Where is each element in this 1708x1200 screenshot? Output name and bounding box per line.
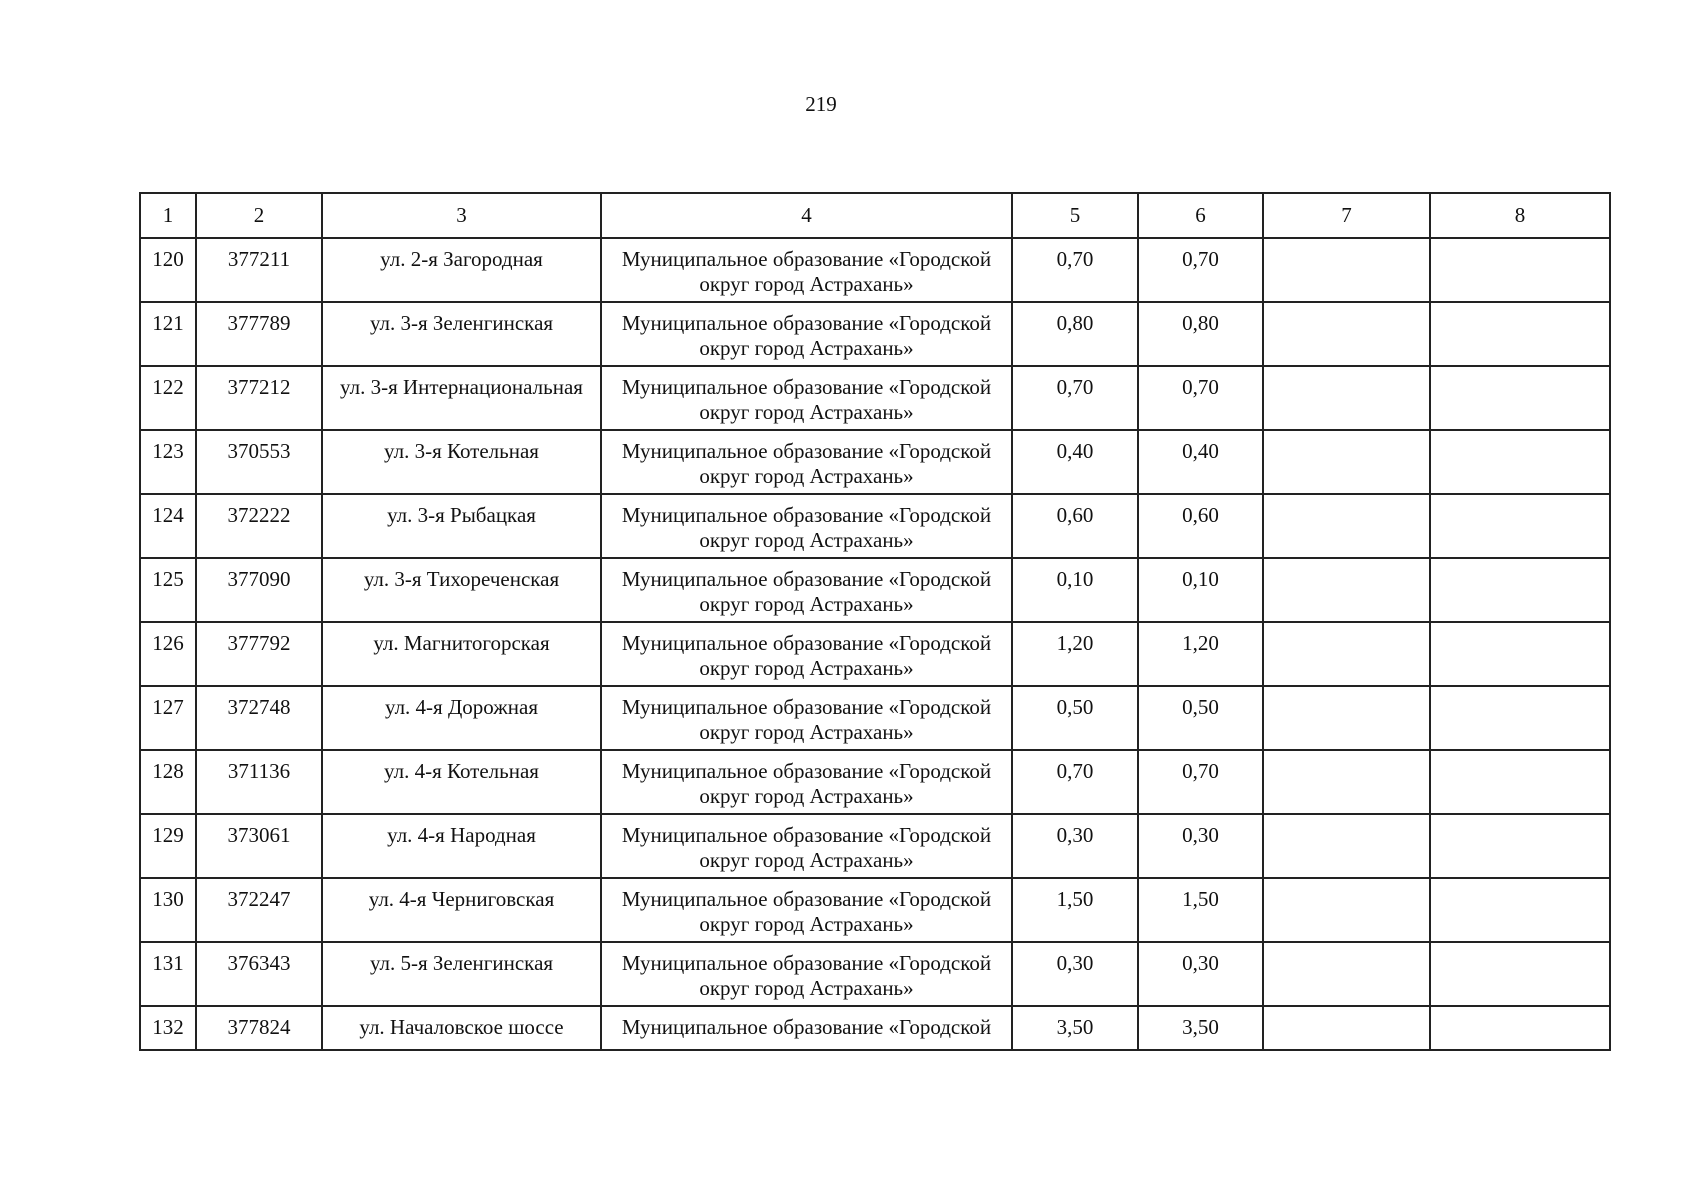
road-code-cell: 371136 [196,750,322,814]
road-code-cell: 377789 [196,302,322,366]
column-header-3: 3 [322,193,601,238]
row-number-cell: 131 [140,942,196,1006]
owner-line-2: округ город Астрахань» [699,592,914,616]
row-number-cell: 128 [140,750,196,814]
column-6-value-cell: 0,10 [1138,558,1263,622]
column-header-6: 6 [1138,193,1263,238]
owner-cell [601,366,1012,430]
owner-line-2: округ город Астрахань» [699,272,914,296]
owner-line-1: Муниципальное образование «Городской [621,1015,992,1039]
column-7-cell [1263,622,1430,686]
column-5-value-cell: 0,80 [1012,302,1138,366]
table-row [140,238,1610,302]
owner-line-2: округ город Астрахань» [699,720,914,744]
owner-line-2: округ город Астрахань» [699,912,914,936]
column-7-cell [1263,878,1430,942]
owner-line-1: Муниципальное образование «Городской [621,503,992,527]
owner-cell [601,302,1012,366]
road-code-cell: 377824 [196,1006,322,1050]
table-row [140,430,1610,494]
column-8-cell [1430,1006,1610,1050]
table-row [140,622,1610,686]
column-6-value-cell: 1,50 [1138,878,1263,942]
owner-line-2: округ город Астрахань» [699,336,914,360]
table-row [140,942,1610,1006]
road-code-cell: 372247 [196,878,322,942]
owner-cell [601,814,1012,878]
owner-cell [601,238,1012,302]
column-5-value-cell: 0,40 [1012,430,1138,494]
column-7-cell [1263,750,1430,814]
row-number-cell: 124 [140,494,196,558]
column-5-value-cell: 1,50 [1012,878,1138,942]
column-5-value-cell: 0,70 [1012,750,1138,814]
owner-cell [601,494,1012,558]
row-number-cell: 132 [140,1006,196,1050]
road-code-cell: 372222 [196,494,322,558]
table-row [140,686,1610,750]
row-number-cell: 120 [140,238,196,302]
column-5-value-cell: 0,30 [1012,814,1138,878]
column-5-value-cell: 0,50 [1012,686,1138,750]
column-8-cell [1430,430,1610,494]
table-row [140,494,1610,558]
column-5-value-cell: 3,50 [1012,1006,1138,1050]
road-code-cell: 377792 [196,622,322,686]
column-5-value-cell: 1,20 [1012,622,1138,686]
table-row [140,302,1610,366]
owner-line-1: Муниципальное образование «Городской [621,247,992,271]
street-name-cell: ул. 4-я Черниговская [322,878,601,942]
column-6-value-cell: 1,20 [1138,622,1263,686]
column-7-cell [1263,814,1430,878]
column-7-cell [1263,366,1430,430]
column-7-cell [1263,558,1430,622]
table-row [140,558,1610,622]
column-7-cell [1263,494,1430,558]
row-number-cell: 127 [140,686,196,750]
column-7-cell [1263,942,1430,1006]
page-number: 219 [805,92,837,116]
row-number-cell: 121 [140,302,196,366]
owner-line-2: округ город Астрахань» [699,400,914,424]
owner-cell [601,558,1012,622]
road-code-cell: 372748 [196,686,322,750]
column-header-2: 2 [196,193,322,238]
street-name-cell: ул. 4-я Народная [322,814,601,878]
column-header-4: 4 [601,193,1012,238]
column-8-cell [1430,750,1610,814]
street-name-cell: ул. 5-я Зеленгинская [322,942,601,1006]
column-5-value-cell: 0,10 [1012,558,1138,622]
owner-line-1: Муниципальное образование «Городской [621,759,992,783]
table-header [140,193,1610,238]
column-6-value-cell: 0,50 [1138,686,1263,750]
column-8-cell [1430,494,1610,558]
street-name-cell: ул. 3-я Котельная [322,430,601,494]
column-header-5: 5 [1012,193,1138,238]
row-number-cell: 130 [140,878,196,942]
road-code-cell: 377211 [196,238,322,302]
column-8-cell [1430,814,1610,878]
owner-cell [601,622,1012,686]
owner-cell [601,942,1012,1006]
owner-cell [601,430,1012,494]
table-row [140,1006,1610,1050]
column-7-cell [1263,238,1430,302]
column-5-value-cell: 0,70 [1012,366,1138,430]
owner-line-2: округ город Астрахань» [699,464,914,488]
column-8-cell [1430,622,1610,686]
column-6-value-cell: 0,30 [1138,814,1263,878]
column-8-cell [1430,878,1610,942]
table-row [140,814,1610,878]
owner-line-1: Муниципальное образование «Городской [621,631,992,655]
owner-line-2: округ город Астрахань» [699,528,914,552]
row-number-cell: 123 [140,430,196,494]
row-number-cell: 129 [140,814,196,878]
column-7-cell [1263,302,1430,366]
column-5-value-cell: 0,60 [1012,494,1138,558]
road-code-cell: 377212 [196,366,322,430]
column-header-1: 1 [140,193,196,238]
roads-registry-table [139,192,1611,1051]
street-name-cell: ул. 4-я Котельная [322,750,601,814]
column-5-value-cell: 0,70 [1012,238,1138,302]
column-8-cell [1430,942,1610,1006]
street-name-cell: ул. 3-я Зеленгинская [322,302,601,366]
street-name-cell: ул. Началовское шоссе [322,1006,601,1050]
row-number-cell: 122 [140,366,196,430]
header-row [140,193,1610,238]
column-6-value-cell: 0,40 [1138,430,1263,494]
column-7-cell [1263,686,1430,750]
column-7-cell [1263,430,1430,494]
owner-cell [601,686,1012,750]
road-code-cell: 376343 [196,942,322,1006]
column-header-7: 7 [1263,193,1430,238]
column-8-cell [1430,302,1610,366]
street-name-cell: ул. 4-я Дорожная [322,686,601,750]
owner-line-1: Муниципальное образование «Городской [621,311,992,335]
owner-line-1: Муниципальное образование «Городской [621,567,992,591]
column-6-value-cell: 0,70 [1138,750,1263,814]
column-6-value-cell: 0,30 [1138,942,1263,1006]
column-8-cell [1430,686,1610,750]
owner-line-2: округ город Астрахань» [699,784,914,808]
column-6-value-cell: 0,60 [1138,494,1263,558]
owner-line-2: округ город Астрахань» [699,656,914,680]
owner-line-1: Муниципальное образование «Городской [621,823,992,847]
owner-cell [601,750,1012,814]
owner-line-2: округ город Астрахань» [699,848,914,872]
column-6-value-cell: 0,70 [1138,366,1263,430]
column-6-value-cell: 0,70 [1138,238,1263,302]
table-row [140,750,1610,814]
column-8-cell [1430,366,1610,430]
owner-line-1: Муниципальное образование «Городской [621,695,992,719]
road-code-cell: 370553 [196,430,322,494]
owner-line-1: Муниципальное образование «Городской [621,375,992,399]
column-6-value-cell: 0,80 [1138,302,1263,366]
column-header-8: 8 [1430,193,1610,238]
row-number-cell: 125 [140,558,196,622]
column-5-value-cell: 0,30 [1012,942,1138,1006]
table-row [140,878,1610,942]
road-code-cell: 377090 [196,558,322,622]
owner-line-1: Муниципальное образование «Городской [621,439,992,463]
owner-line-2: округ город Астрахань» [699,976,914,1000]
street-name-cell: ул. 3-я Рыбацкая [322,494,601,558]
owner-line-1: Муниципальное образование «Городской [621,951,992,975]
street-name-cell: ул. 3-я Тихореченская [322,558,601,622]
table-row [140,366,1610,430]
row-number-cell: 126 [140,622,196,686]
street-name-cell: ул. 2-я Загородная [322,238,601,302]
street-name-cell: ул. 3-я Интернациональная [322,366,601,430]
column-8-cell [1430,238,1610,302]
table-body [140,238,1610,1050]
owner-cell [601,1006,1012,1050]
owner-line-1: Муниципальное образование «Городской [621,887,992,911]
column-7-cell [1263,1006,1430,1050]
road-code-cell: 373061 [196,814,322,878]
column-6-value-cell: 3,50 [1138,1006,1263,1050]
column-8-cell [1430,558,1610,622]
street-name-cell: ул. Магнитогорская [322,622,601,686]
owner-cell [601,878,1012,942]
